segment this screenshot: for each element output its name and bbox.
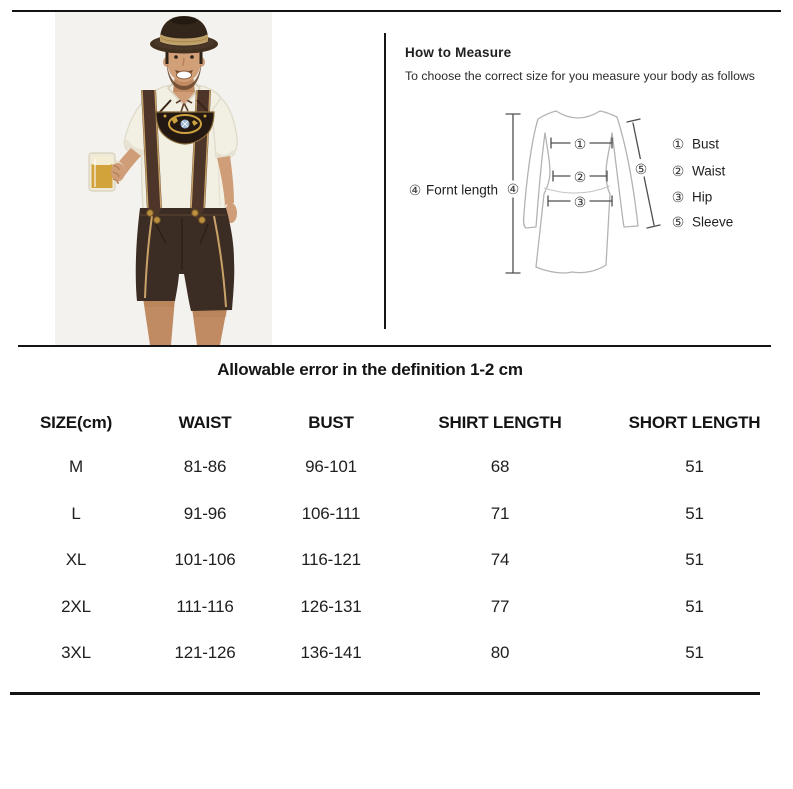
legend-item-sleeve [672,214,734,230]
bust-cell: 106-111 [301,503,361,523]
short-length-cell: 51 [685,550,704,570]
table-row-2xl [7,584,786,631]
short-length-cell: 51 [685,503,704,523]
bust-cell: 116-121 [301,550,361,570]
short-length-cell: 51 [685,643,704,663]
waist-measure-line [553,169,607,185]
bust-cell: 126-131 [300,596,362,616]
table-row-3xl [7,630,786,677]
waist-cell: 101-106 [174,550,236,570]
short-length-cell: 51 [685,596,704,616]
column-header-shirt-length: SHIRT LENGTH [438,413,562,432]
svg-text:⑤: ⑤ [671,214,685,230]
svg-text:②: ② [671,163,685,179]
front-length-label-text: Fornt length [426,182,499,198]
table-row-l [7,491,786,538]
svg-text:③: ③ [671,189,685,205]
front-length-label [409,182,498,198]
sleeve-measure-line [627,119,660,228]
measurement-diagram [400,100,790,300]
size-cell: XL [65,550,87,570]
legend-item-waist [672,163,726,179]
vertical-divider-line [384,33,386,329]
size-chart-title: Allowable error in the definition 1-2 cm [217,360,523,379]
column-header-short-length: SHORT LENGTH [628,413,761,432]
front-length-marker: ④ [506,181,520,197]
bust-marker: ① [573,136,587,152]
size-cell: 2XL [61,596,91,616]
column-header-waist: WAIST [178,413,232,432]
size-chart-header-row [7,402,786,444]
shirt-length-cell: 77 [490,596,510,616]
bottom-divider-line [10,692,760,695]
hip-measure-line [548,194,612,210]
measure-section-title: How to Measure [405,45,512,60]
svg-text:Waist: Waist [692,163,726,179]
product-photo-panel [55,12,272,345]
svg-text:Hip: Hip [692,189,713,205]
svg-text:Bust: Bust [692,136,720,152]
bust-cell: 136-141 [300,643,362,663]
size-cell: 3XL [61,643,91,663]
costume-photo-illustration [55,12,272,345]
svg-text:④: ④ [408,182,422,198]
size-cell: L [71,503,81,523]
size-chart-table [7,402,786,677]
sleeve-marker: ⑤ [634,161,648,177]
svg-text:①: ① [671,136,685,152]
middle-divider-line [18,345,771,347]
shirt-length-cell: 74 [490,550,510,570]
waist-marker: ② [573,169,587,185]
legend-item-bust [672,136,720,152]
waist-cell: 111-116 [176,596,234,616]
shirt-length-cell: 80 [490,643,510,663]
bust-measure-line [551,136,612,152]
legend-item-hip [672,189,713,205]
short-length-cell: 51 [685,457,704,477]
waist-cell: 91-96 [183,503,227,523]
shirt-length-cell: 71 [490,503,510,523]
svg-text:Sleeve: Sleeve [692,214,734,230]
size-cell: M [69,457,83,477]
measure-legend [672,136,734,230]
hip-marker: ③ [573,194,587,210]
column-header-bust: BUST [308,413,354,432]
column-header-size: SIZE(cm) [39,413,113,432]
waist-cell: 81-86 [183,457,227,477]
waist-cell: 121-126 [174,643,236,663]
table-row-xl [7,537,786,584]
table-row-m [7,444,786,491]
measure-section-subtitle: To choose the correct size for you measure your body as follows [405,69,755,83]
bust-cell: 96-101 [305,457,357,477]
front-length-measure-line [506,114,520,273]
shirt-length-cell: 68 [490,457,510,477]
